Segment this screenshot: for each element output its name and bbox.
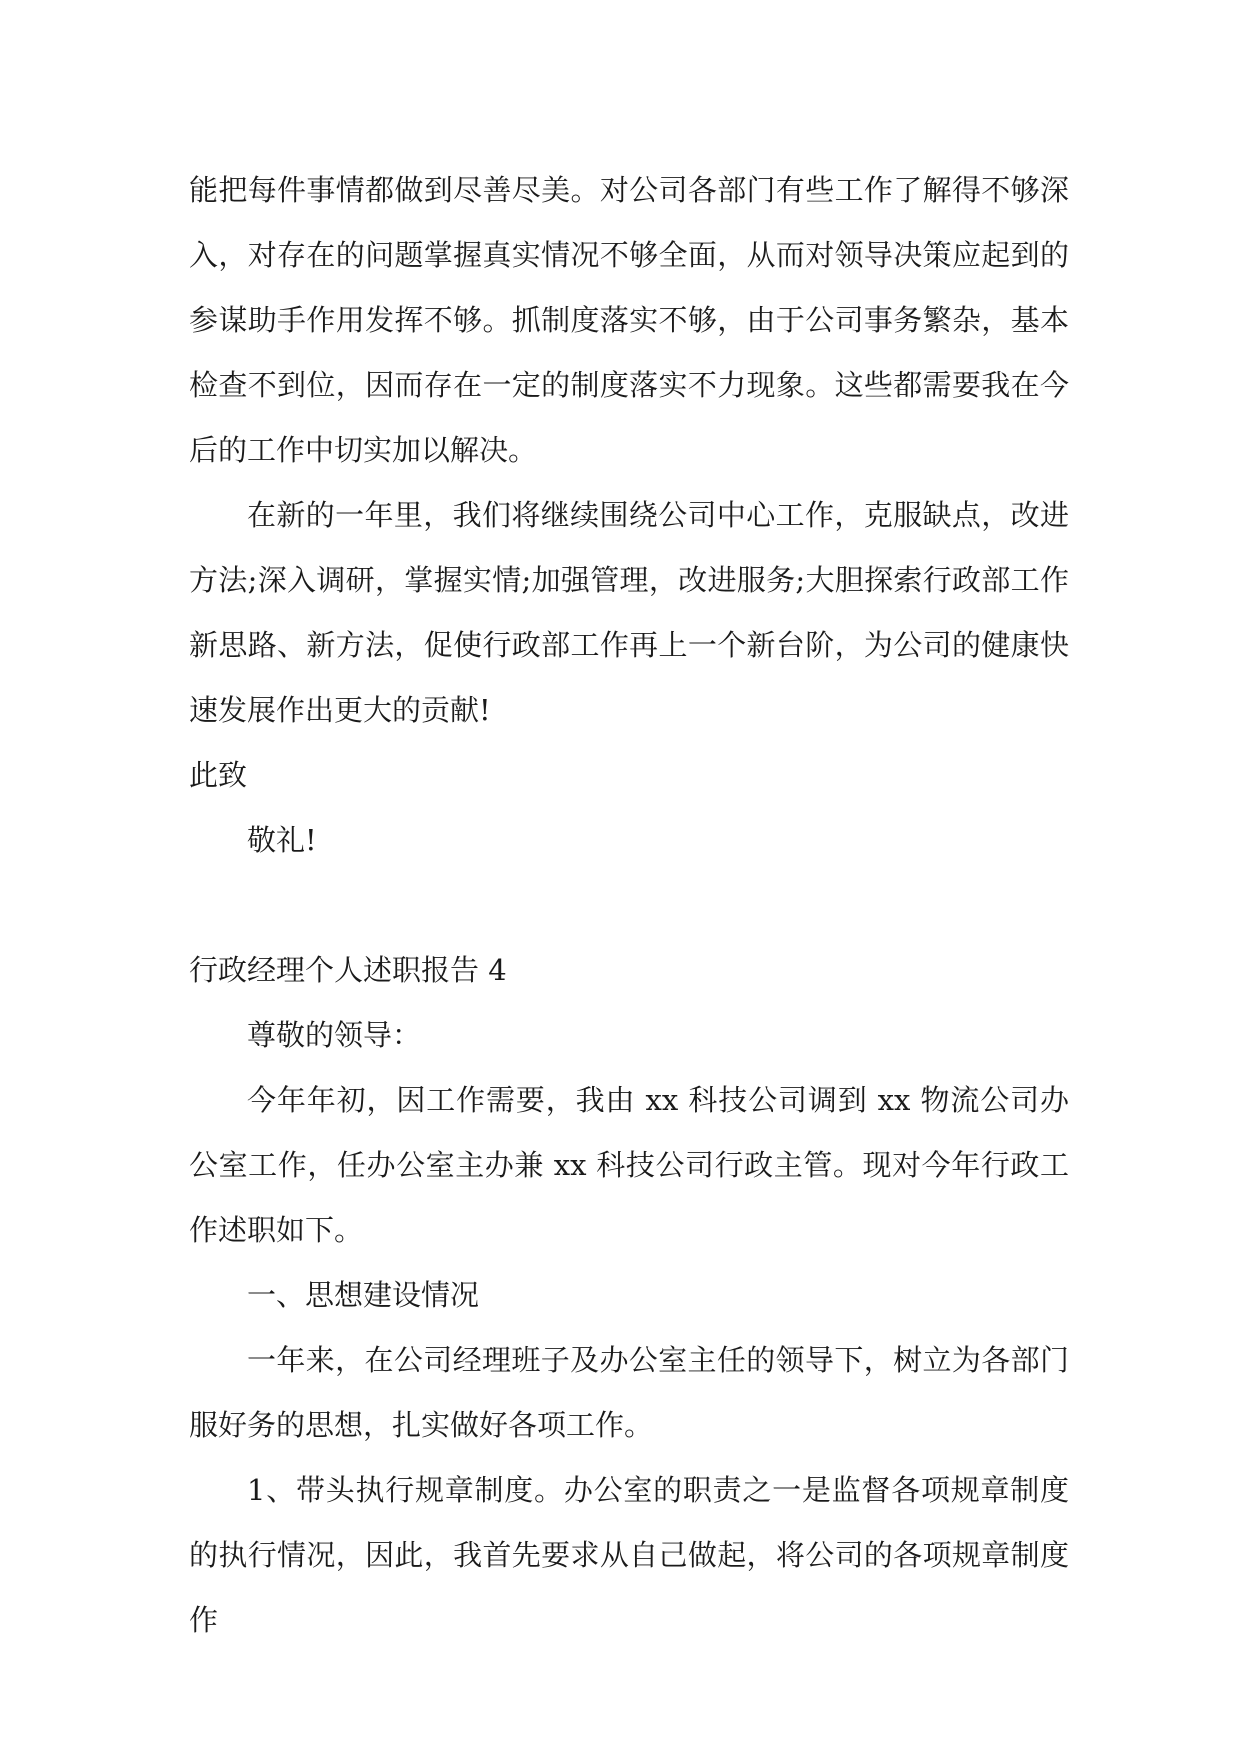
closing-jing-li: 敬礼!	[247, 823, 317, 857]
paragraph-intro: 今年年初，因工作需要，我由 xx 科技公司调到 xx 物流公司办公室工作，任办公室主办兼 xx 科技公司行政主管。现对今年行政工作述职如下。	[189, 1083, 1069, 1247]
paragraph-new-year-plan: 在新的一年里，我们将继续围绕公司中心工作，克服缺点，改进方法;深入调研，掌握实情;加强管理，改进服务;大胆探索行政部工作新思路、新方法，促使行政部工作再上一个新台阶，为公司的健康快速发展作出更大的贡献!	[189, 498, 1069, 727]
report-title: 行政经理个人述职报告 4	[189, 953, 507, 987]
section-heading-1: 一、思想建设情况	[247, 1278, 480, 1312]
paragraph-section-1-body: 一年来，在公司经理班子及办公室主任的领导下，树立为各部门服好务的思想，扎实做好各项工作。	[189, 1343, 1069, 1442]
closing-ci-zhi: 此致	[189, 758, 248, 792]
document-body	[189, 158, 1069, 1653]
paragraph-continuation: 能把每件事情都做到尽善尽美。对公司各部门有些工作了解得不够深入，对存在的问题掌握真实情况不够全面，从而对领导决策应起到的参谋助手作用发挥不够。抓制度落实不够，由于公司事务繁杂，基本检查不到位，因而存在一定的制度落实不力现象。这些都需要我在今后的工作中切实加以解决。	[189, 173, 1069, 467]
paragraph-item-1: 1、带头执行规章制度。办公室的职责之一是监督各项规章制度的执行情况，因此，我首先要求从自己做起，将公司的各项规章制度作	[189, 1473, 1069, 1637]
salutation: 尊敬的领导：	[247, 1018, 422, 1052]
